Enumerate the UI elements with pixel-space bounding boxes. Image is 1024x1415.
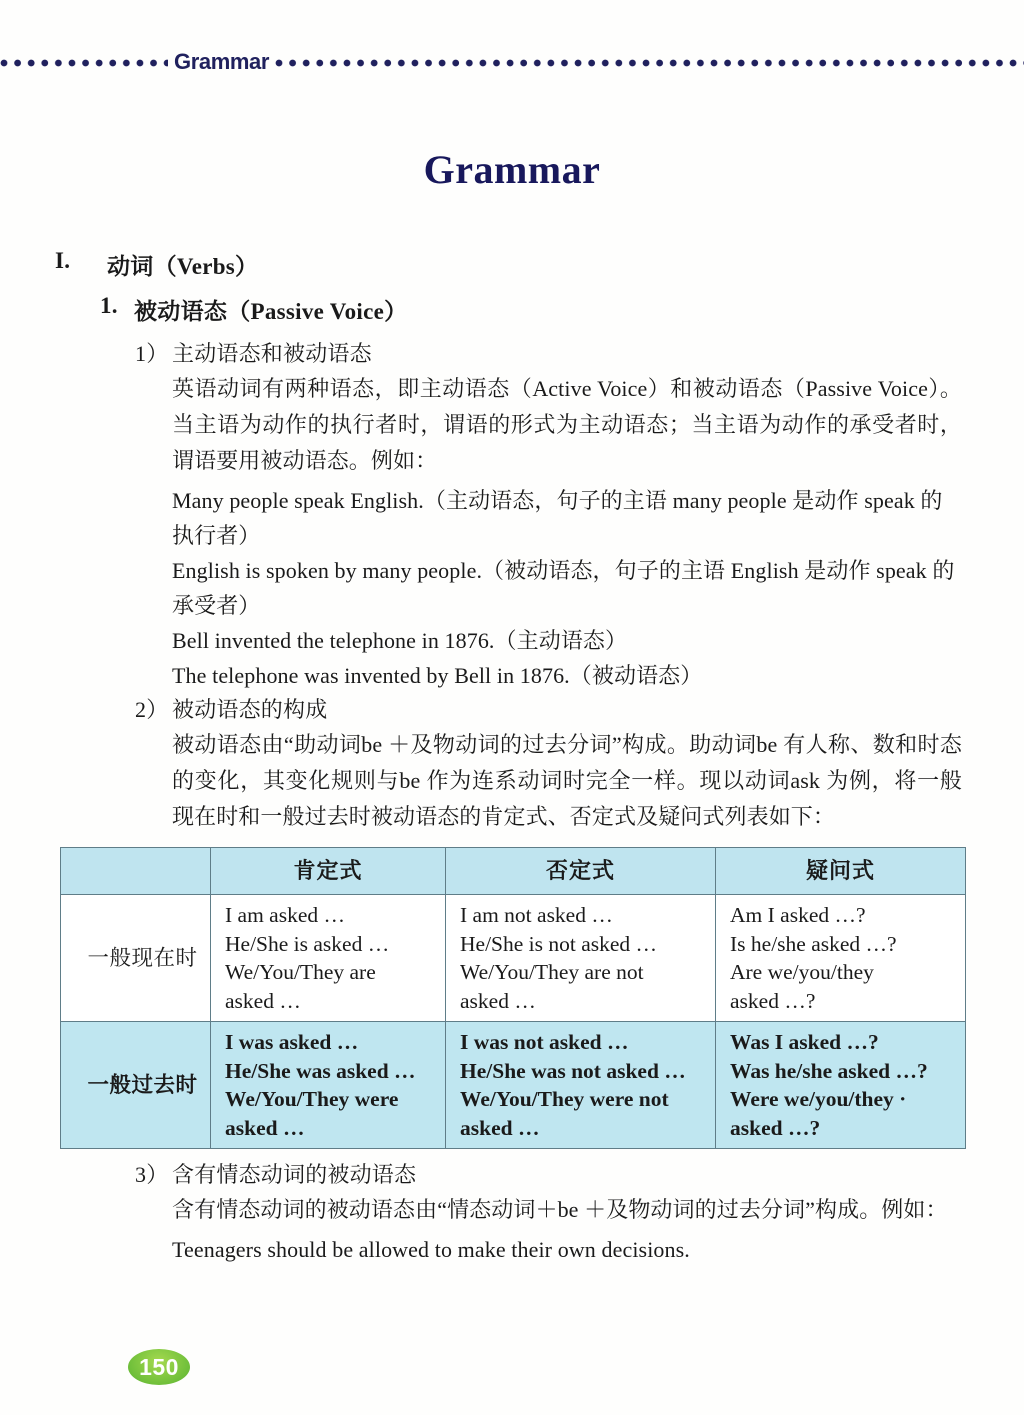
table-header-corner	[61, 848, 211, 895]
cell-line: He/She was not asked …	[460, 1058, 686, 1083]
example-sentence: Bell invented the telephone in 1876.（主动语态）	[172, 628, 628, 653]
cell-line: Is he/she asked …?	[730, 931, 897, 956]
cell-line: asked …	[225, 1115, 305, 1140]
section-heading-text: 动词（Verbs）	[107, 254, 259, 279]
cell-line: I am not asked …	[460, 903, 613, 927]
table-cell-negative	[446, 1022, 716, 1149]
section-marker: I.	[55, 248, 71, 273]
cell-line: I am asked …	[225, 903, 346, 927]
cell-line: We/You/They were	[225, 1087, 399, 1111]
paragraph-passive-formation: 被动语态由“助动词be ＋及物动词的过去分词”构成。助动词be 有人称、数和时态的变化，其变化规则与be 作为连系动词时完全一样。现以动词ask 为例，将一般现在时和一般过去时被动语态的肯定式、否定式及疑问式列表如下：	[172, 732, 962, 829]
page-number-badge: 150	[128, 1349, 190, 1385]
cell-line: He/She is not asked …	[460, 931, 658, 956]
cell-line: Was he/she asked …?	[730, 1058, 928, 1083]
table-row	[61, 895, 966, 1022]
item-marker: 1）	[135, 341, 169, 366]
cell-line: Were we/you/they ·	[730, 1087, 907, 1111]
table-cell-interrogative	[716, 1022, 966, 1149]
cell-line: asked …	[460, 988, 536, 1013]
subsection-heading-passive-voice	[100, 293, 1024, 326]
running-header-title: Grammar	[174, 49, 270, 74]
section-heading-verbs	[55, 248, 1024, 281]
table-cell-negative	[446, 895, 716, 1022]
example-sentence-modal: Teenagers should be allowed to make their own decisions.	[172, 1237, 690, 1262]
example-sentence: English is spoken by many people.（被动语态，句子的主语 English 是动作 speak 的承受者）	[172, 558, 955, 618]
passive-voice-table	[60, 847, 966, 1149]
subsection-heading-text: 被动语态（Passive Voice）	[134, 299, 408, 324]
item-marker: 3）	[135, 1162, 169, 1187]
example-sentence: Many people speak English.（主动语态，句子的主语 many people 是动作 speak 的执行者）	[172, 488, 943, 548]
table-header-row	[61, 848, 966, 895]
item-heading-passive-formation	[135, 693, 1024, 724]
table-cell-affirmative	[211, 895, 446, 1022]
cell-line: He/She was asked …	[225, 1058, 416, 1083]
cell-line: I was not asked …	[460, 1030, 629, 1054]
cell-line: asked …	[460, 1115, 540, 1140]
table-row-label: 一般过去时	[61, 1022, 211, 1149]
cell-line: We/You/They are not	[460, 960, 644, 984]
paragraph-modal-passive: 含有情态动词的被动语态由“情态动词＋be ＋及物动词的过去分词”构成。例如：	[172, 1197, 948, 1222]
table-row-label: 一般现在时	[61, 895, 211, 1022]
cell-line: asked …	[225, 988, 301, 1013]
item-heading-text: 含有情态动词的被动语态	[172, 1162, 417, 1187]
running-header	[0, 48, 1024, 78]
header-dots-left	[0, 59, 168, 67]
cell-line: Was I asked …?	[730, 1030, 879, 1054]
page-title: Grammar	[423, 147, 601, 192]
table-cell-affirmative	[211, 1022, 446, 1149]
table-header-negative: 否定式	[446, 848, 716, 895]
cell-line: We/You/They were not	[460, 1087, 669, 1111]
cell-line: Am I asked …?	[730, 903, 866, 927]
passive-voice-table-wrapper	[60, 847, 965, 1149]
example-sentence: The telephone was invented by Bell in 1876.（被动语态）	[172, 663, 703, 688]
item-heading-active-passive	[135, 337, 1024, 368]
table-cell-interrogative	[716, 895, 966, 1022]
table-row	[61, 1022, 966, 1149]
paragraph-active-passive: 英语动词有两种语态，即主动语态（Active Voice）和被动语态（Passive Voice）。当主语为动作的执行者时，谓语的形式为主动语态；当主语为动作的承受者时，谓语要用被动语态。例如：	[172, 376, 962, 473]
item-marker: 2）	[135, 697, 169, 722]
item-heading-text: 主动语态和被动语态	[172, 341, 372, 366]
header-dots-right	[275, 59, 1024, 67]
subsection-marker: 1.	[100, 293, 118, 318]
cell-line: asked …?	[730, 1115, 821, 1140]
table-header-affirmative: 肯定式	[211, 848, 446, 895]
page-body	[0, 248, 1024, 1267]
cell-line: I was asked …	[225, 1030, 359, 1054]
cell-line: asked …?	[730, 988, 816, 1013]
cell-line: Are we/you/they	[730, 960, 874, 984]
cell-line: He/She is asked …	[225, 931, 390, 956]
table-header-interrogative: 疑问式	[716, 848, 966, 895]
item-heading-text: 被动语态的构成	[172, 697, 328, 722]
item-heading-modal-passive	[135, 1158, 1024, 1189]
cell-line: We/You/They are	[225, 960, 376, 984]
